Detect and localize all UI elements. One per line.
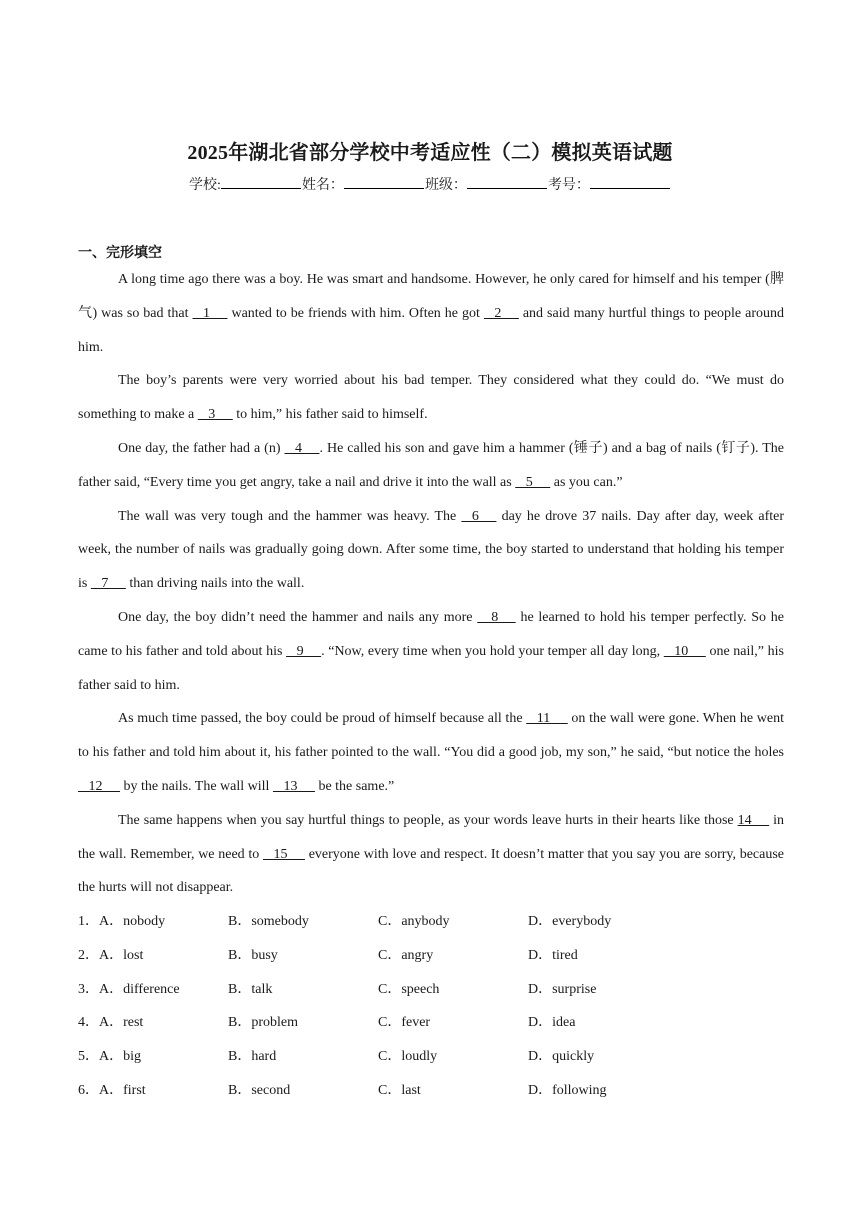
blank-1: 1	[192, 305, 228, 321]
text: than driving nails into the wall.	[129, 576, 305, 592]
option-text: A．big	[99, 1049, 141, 1065]
exam-number-label: 考号：	[547, 178, 590, 193]
text: . “Now, every time when you hold your temper all day long,	[321, 643, 661, 659]
option-c[interactable]: C．speech	[378, 981, 440, 997]
option-a[interactable]	[78, 1006, 143, 1040]
question-number: 6．	[78, 1082, 99, 1098]
text: As much time passed, the boy could be proud of himself because all the	[118, 711, 523, 727]
text: day he drove 37 nails. Day after day, week after week, the number of nails was gradually going down. After some time, the boy started to understand that holding his temper is	[78, 508, 784, 592]
blank-6: 6	[461, 508, 497, 524]
blank-9: 9	[286, 643, 322, 659]
option-d[interactable]: D．quickly	[528, 1049, 595, 1065]
paragraph-3	[78, 432, 784, 500]
text: everyone with love and respect. It doesn’t matter that you say you are sorry, because the hurts will not disappear.	[78, 846, 784, 896]
question-number: 3．	[78, 981, 99, 997]
blank-5: 5	[515, 474, 551, 490]
option-a[interactable]	[78, 973, 180, 1007]
paragraph-2	[78, 364, 784, 432]
question-number: 1．	[78, 914, 99, 929]
blank-12: 12	[78, 778, 120, 794]
section-heading: 一、完形填空	[78, 245, 162, 261]
option-b[interactable]: B．somebody	[228, 914, 309, 929]
option-b[interactable]: B．talk	[228, 981, 273, 997]
text: in the wall. Remember, we need to	[78, 812, 785, 862]
option-c[interactable]: C．anybody	[378, 914, 450, 929]
text: one nail,” his father said to him.	[78, 643, 785, 693]
option-d[interactable]: D．everybody	[528, 914, 612, 929]
text: The same happens when you say hurtful things to people, as your words leave hurts in their hearts like those	[118, 812, 734, 828]
option-c[interactable]: C．fever	[378, 1015, 431, 1031]
paragraph-7	[78, 804, 784, 905]
option-d[interactable]: D．surprise	[528, 981, 597, 997]
option-b[interactable]: B．hard	[228, 1049, 277, 1065]
option-b[interactable]: B．busy	[228, 947, 278, 963]
option-d[interactable]: D．tired	[528, 947, 578, 963]
option-a[interactable]	[78, 939, 143, 973]
option-c[interactable]: C．last	[378, 1082, 421, 1098]
option-row	[78, 1074, 784, 1108]
class-blank[interactable]	[467, 176, 547, 189]
blank-7: 7	[90, 576, 126, 592]
text: to him,” his father said to himself.	[236, 407, 428, 423]
blank-2: 2	[483, 305, 519, 321]
school-label: 学校:	[189, 178, 221, 193]
option-row	[78, 973, 784, 1007]
text: A long time ago there was a boy. He was smart and handsome. However, he only cared for himself and his temper (脾气) was so bad that	[78, 272, 784, 321]
option-a[interactable]	[78, 1040, 141, 1074]
school-blank[interactable]	[221, 176, 301, 189]
blank-3: 3	[197, 407, 233, 423]
option-a[interactable]	[78, 1074, 146, 1108]
answer-options	[78, 905, 784, 1108]
student-info-line	[0, 174, 860, 194]
text: One day, the father had a (n)	[118, 440, 281, 456]
option-text: A．first	[99, 1082, 146, 1098]
text: he learned to hold his temper perfectly. So he came to his father and told about his	[78, 609, 784, 659]
text: . He called his son and gave him a hammer (锤子) and a bag of nails (钉子). The father said, “Every time you get angry, take a nail and drive it into the wall as	[78, 440, 784, 490]
paragraph-1	[78, 263, 784, 364]
cloze-passage	[78, 263, 784, 905]
text: be the same.”	[318, 778, 395, 794]
class-label: 班级：	[424, 178, 467, 193]
text: by the nails. The wall will	[123, 778, 270, 794]
text: wanted to be friends with him. Often he got	[231, 305, 480, 321]
name-blank[interactable]	[344, 176, 424, 189]
option-row	[78, 939, 784, 973]
question-number: 4．	[78, 1015, 99, 1031]
blank-10: 10	[663, 643, 706, 659]
question-number: 5．	[78, 1049, 99, 1065]
exam-number-blank[interactable]	[590, 176, 670, 189]
option-text: A．nobody	[99, 914, 166, 929]
option-b[interactable]: B．second	[228, 1082, 291, 1098]
paragraph-5	[78, 601, 784, 702]
option-row	[78, 1040, 784, 1074]
name-label: 姓名：	[301, 178, 344, 193]
option-text: A．difference	[99, 981, 180, 997]
blank-11: 11	[526, 711, 568, 727]
text: One day, the boy didn’t need the hammer and nails any more	[118, 609, 473, 625]
option-b[interactable]: B．problem	[228, 1015, 298, 1031]
option-d[interactable]: D．following	[528, 1082, 607, 1098]
paragraph-6	[78, 702, 784, 803]
option-text: A．rest	[99, 1015, 144, 1031]
option-row	[78, 1006, 784, 1040]
blank-15: 15	[262, 846, 305, 862]
text: as you can.”	[553, 474, 623, 490]
paragraph-4	[78, 500, 784, 601]
text: The boy’s parents were very worried about his bad temper. They considered what they could do. “We must do something to make a	[78, 373, 784, 423]
blank-13: 13	[272, 778, 315, 794]
option-row	[78, 905, 784, 939]
text: on the wall were gone. When he went to his father and told him about it, his father pointed to the wall. “You did a good job, my son,” he said, “but notice the holes	[78, 711, 785, 761]
blank-4: 4	[284, 440, 320, 456]
blank-14: 14	[737, 812, 770, 828]
page-title: 2025年湖北省部分学校中考适应性（二）模拟英语试题	[187, 142, 673, 164]
option-c[interactable]: C．angry	[378, 947, 434, 963]
text: The wall was very tough and the hammer was heavy. The	[118, 508, 457, 524]
option-c[interactable]: C．loudly	[378, 1049, 438, 1065]
option-d[interactable]: D．idea	[528, 1015, 576, 1031]
blank-8: 8	[477, 609, 516, 625]
option-text: A．lost	[99, 947, 144, 963]
question-number: 2．	[78, 947, 99, 963]
text: and said many hurtful things to people around him.	[78, 305, 784, 355]
option-a[interactable]	[78, 905, 165, 939]
